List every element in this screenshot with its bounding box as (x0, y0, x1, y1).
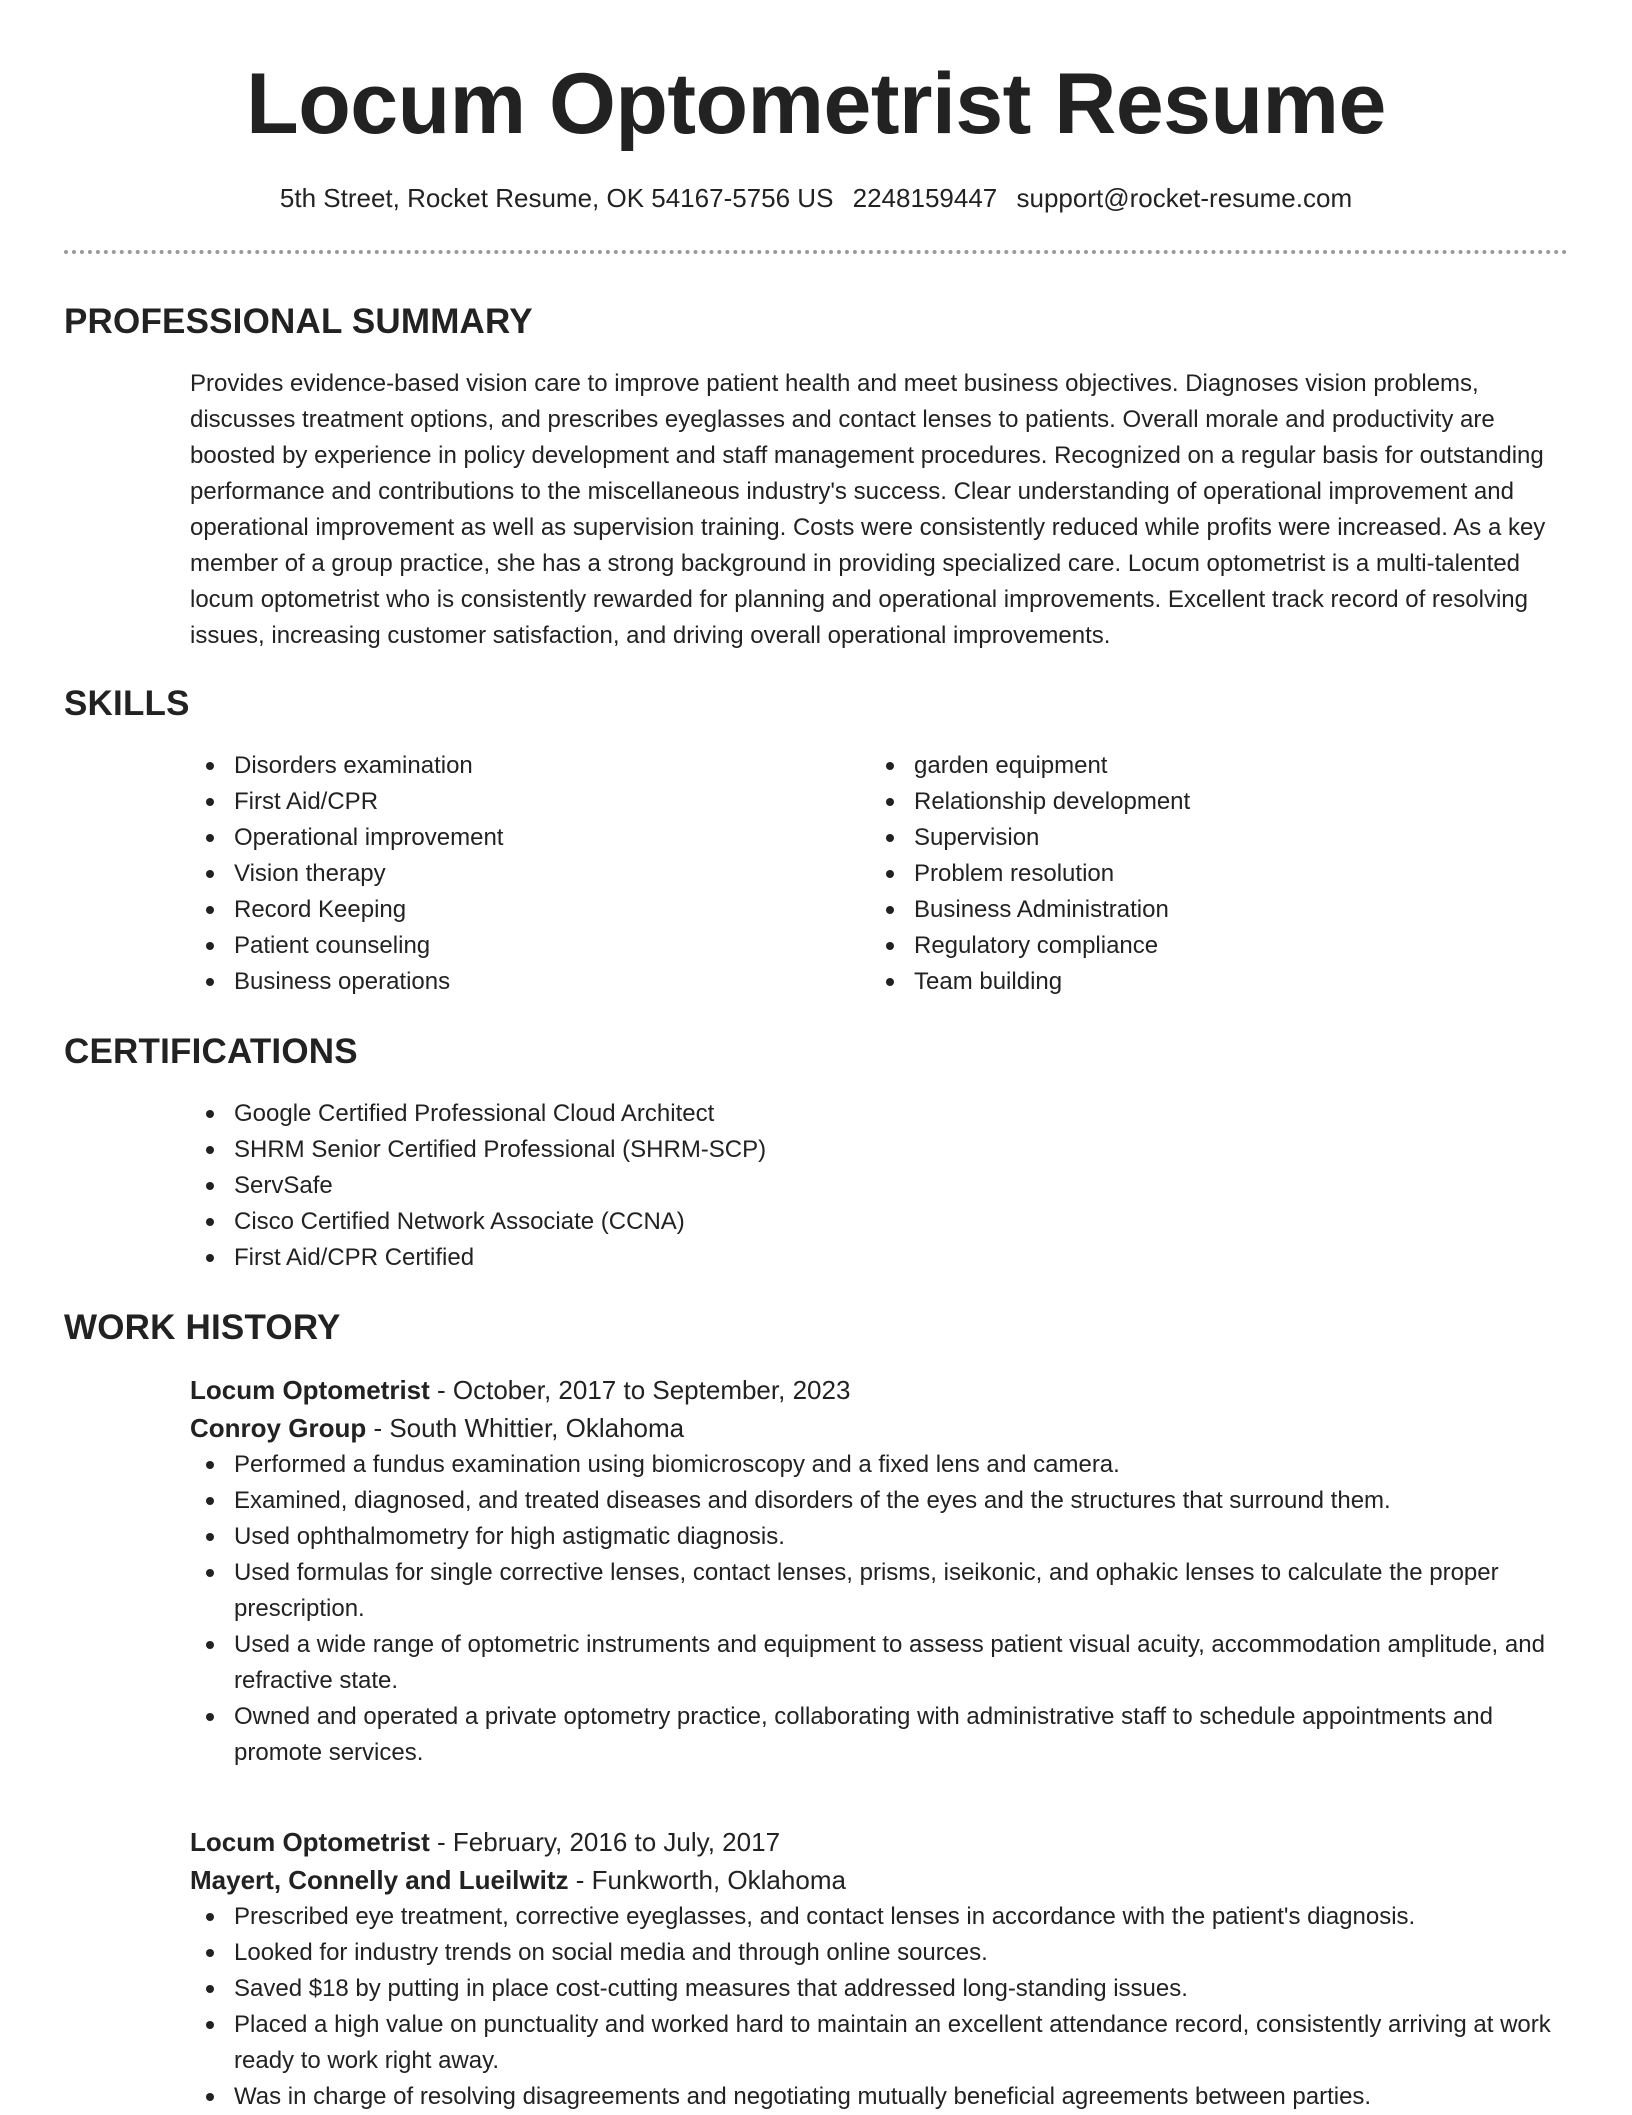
job-title-line (190, 1371, 1560, 1409)
certification-item: Cisco Certified Network Associate (CCNA) (190, 1204, 1290, 1240)
job-entry (190, 1371, 1560, 1771)
bullet-dot (206, 1533, 214, 1541)
bullet-dot (886, 906, 894, 914)
job-dates: - October, 2017 to September, 2023 (429, 1375, 851, 1405)
job-duty-item: Saved $18 by putting in place cost-cutting measures that addressed long-standing issues. (190, 1971, 1560, 2007)
job-company: Mayert, Connelly and Lueilwitz (190, 1865, 569, 1895)
job-company-line (190, 1861, 1560, 1899)
bullet-dot (206, 1713, 214, 1721)
job-location: - South Whittier, Oklahoma (366, 1413, 685, 1443)
job-duty-item: Owned and operated a private optometry practice, collaborating with administrative staff to schedule appointments and promote services. (190, 1699, 1560, 1771)
job-location: - Funkworth, Oklahoma (568, 1865, 846, 1895)
bullet-dot (886, 798, 894, 806)
skill-item: Team building (870, 964, 1510, 1000)
job-duty-item: Placed a high value on punctuality and worked hard to maintain an excellent attendance record, consistently arriving at work ready to work right away. (190, 2007, 1560, 2079)
bullet-dot (206, 1146, 214, 1154)
skill-item: Supervision (870, 820, 1510, 856)
resume-title: Locum Optometrist Resume (246, 56, 1386, 152)
contact-email[interactable]: support@rocket-resume.com (1016, 183, 1353, 213)
bullet-dot (206, 762, 214, 770)
job-entry (190, 1823, 1560, 2115)
bullet-dot (206, 1254, 214, 1262)
job-duty-item: Used formulas for single corrective lenses, contact lenses, prisms, iseikonic, and ophakic lenses to calculate the proper prescription. (190, 1555, 1560, 1627)
skills-heading: SKILLS (64, 684, 190, 723)
job-title: Locum Optometrist (190, 1375, 430, 1405)
bullet-dot (206, 1949, 214, 1957)
bullet-dot (886, 870, 894, 878)
bullet-dot (886, 942, 894, 950)
skills-list-right (870, 748, 1510, 1000)
bullet-dot (206, 1182, 214, 1190)
skill-item: Record Keeping (190, 892, 830, 928)
bullet-dot (206, 1641, 214, 1649)
summary-heading: PROFESSIONAL SUMMARY (64, 302, 533, 341)
contact-address: 5th Street, Rocket Resume, OK 54167-5756 US (279, 183, 834, 213)
certification-item: SHRM Senior Certified Professional (SHRM-SCP) (190, 1132, 1290, 1168)
contact-line (0, 180, 1632, 216)
bullet-dot (206, 978, 214, 986)
summary-text: Provides evidence-based vision care to improve patient health and meet business objectives. Diagnoses vision problems, discusses treatment options, and prescribes eyeglasses and contact lenses to patients. Overall morale and productivity are boosted by experience in policy development and staff management procedures. Recognized on a regular basis for outstanding performance and contributions to the miscellaneous industry's success. Clear understanding of operational improvement and operational improvement as well as supervision training. Costs were consistently reduced while profits were increased. As a key member of a group practice, she has a strong background in providing specialized care. Locum optometrist is a multi-talented locum optometrist who is consistently rewarded for planning and operational improvements. Excellent track record of resolving issues, increasing customer satisfaction, and driving overall operational improvements. (190, 370, 1546, 649)
certifications-list (190, 1096, 1290, 1276)
contact-phone: 2248159447 (852, 183, 998, 213)
bullet-dot (206, 1461, 214, 1469)
job-duty-item: Used a wide range of optometric instruments and equipment to assess patient visual acuity, accommodation amplitude, and refractive state. (190, 1627, 1560, 1699)
header-divider (64, 250, 1568, 254)
bullet-dot (886, 834, 894, 842)
job-title: Locum Optometrist (190, 1827, 430, 1857)
job-company: Conroy Group (190, 1413, 367, 1443)
skill-item: Business operations (190, 964, 830, 1000)
job-duty-item: Examined, diagnosed, and treated diseases and disorders of the eyes and the structures that surround them. (190, 1483, 1560, 1519)
skill-item: Operational improvement (190, 820, 830, 856)
bullet-dot (206, 1985, 214, 1993)
bullet-dot (206, 834, 214, 842)
bullet-dot (206, 1569, 214, 1577)
skill-item: Relationship development (870, 784, 1510, 820)
bullet-dot (206, 870, 214, 878)
bullet-dot (206, 1913, 214, 1921)
bullet-dot (206, 1497, 214, 1505)
skill-item: Business Administration (870, 892, 1510, 928)
job-duties-list (190, 1447, 1560, 1771)
job-duty-item: Prescribed eye treatment, corrective eyeglasses, and contact lenses in accordance with the patient's diagnosis. (190, 1899, 1560, 1935)
work-history-heading: WORK HISTORY (64, 1308, 341, 1347)
certification-item: ServSafe (190, 1168, 1290, 1204)
bullet-dot (206, 798, 214, 806)
bullet-dot (206, 942, 214, 950)
certification-item: First Aid/CPR Certified (190, 1240, 1290, 1276)
bullet-dot (206, 1110, 214, 1118)
bullet-dot (886, 978, 894, 986)
job-company-line (190, 1409, 1560, 1447)
bullet-dot (206, 906, 214, 914)
job-dates: - February, 2016 to July, 2017 (429, 1827, 781, 1857)
skill-item: Regulatory compliance (870, 928, 1510, 964)
certification-item: Google Certified Professional Cloud Architect (190, 1096, 1290, 1132)
bullet-dot (206, 1218, 214, 1226)
job-duty-item: Used ophthalmometry for high astigmatic diagnosis. (190, 1519, 1560, 1555)
job-title-line (190, 1823, 1560, 1861)
skill-item: First Aid/CPR (190, 784, 830, 820)
job-duty-item: Looked for industry trends on social media and through online sources. (190, 1935, 1560, 1971)
skill-item: Problem resolution (870, 856, 1510, 892)
skill-item: garden equipment (870, 748, 1510, 784)
skill-item: Disorders examination (190, 748, 830, 784)
bullet-dot (886, 762, 894, 770)
job-duty-item: Was in charge of resolving disagreements and negotiating mutually beneficial agreements between parties. (190, 2079, 1560, 2115)
bullet-dot (206, 2093, 214, 2101)
job-duties-list (190, 1899, 1560, 2115)
skill-item: Vision therapy (190, 856, 830, 892)
bullet-dot (206, 2021, 214, 2029)
job-duty-item: Performed a fundus examination using biomicroscopy and a fixed lens and camera. (190, 1447, 1560, 1483)
certifications-heading: CERTIFICATIONS (64, 1032, 358, 1071)
skill-item: Patient counseling (190, 928, 830, 964)
skills-list-left (190, 748, 830, 1000)
